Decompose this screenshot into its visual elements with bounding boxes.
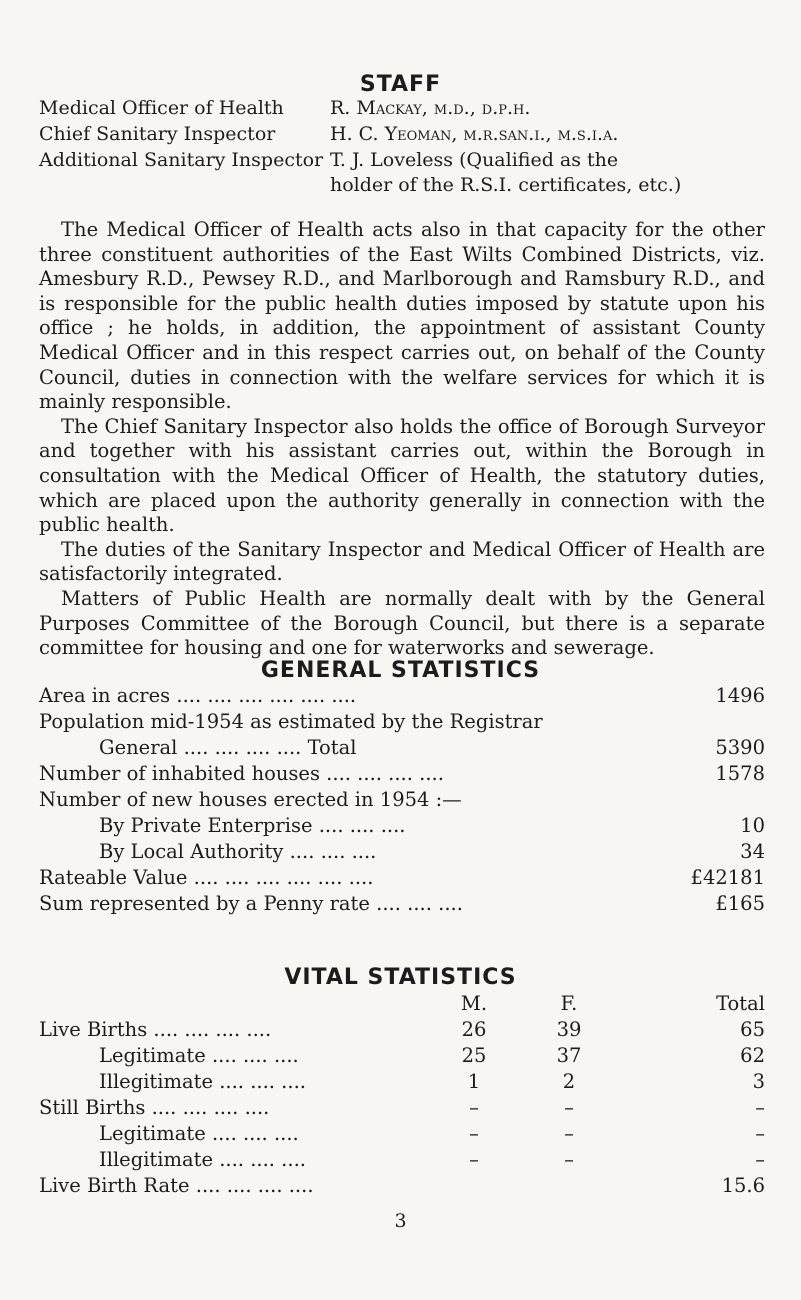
vital-m: – — [469, 1122, 479, 1145]
stat-row-penny — [39, 892, 765, 918]
col-male: M. — [460, 992, 488, 1015]
local-value: 34 — [740, 840, 765, 863]
stat-row-area — [39, 684, 765, 710]
staff-name-csi: H. C. Yeoman, m.r.san.i., m.s.i.a. — [330, 123, 619, 145]
staff-name-asi: T. J. Loveless (Qualified as the — [330, 149, 619, 171]
penny-value: £165 — [715, 892, 765, 915]
vital-total: 15.6 — [721, 1174, 765, 1197]
vital-label: Still Births .... .... .... .... — [39, 1096, 270, 1119]
vital-f: 2 — [562, 1070, 576, 1093]
vital-total: 62 — [740, 1044, 765, 1067]
rateable-label: Rateable Value .... .... .... .... .... .... — [39, 866, 374, 889]
staff-name-asi-cont: holder of the R.S.I. certificates, etc.) — [330, 174, 682, 196]
vital-total: – — [755, 1096, 765, 1119]
stat-row-local — [39, 840, 765, 866]
stat-row-population — [39, 710, 765, 736]
stat-row-new-houses — [39, 788, 765, 814]
vital-m: 25 — [461, 1044, 487, 1067]
vital-f: 37 — [556, 1044, 582, 1067]
vital-label: Legitimate .... .... .... — [99, 1044, 299, 1067]
paragraph-3: The duties of the Sanitary Inspector and Medical Officer of Health are satisfactorily integrated. — [39, 537, 765, 586]
vital-f: – — [564, 1122, 574, 1145]
paragraph-4: Matters of Public Health are normally dealt with by the General Purposes Committee of the Borough Council, but there is a separate committee for housing and one for waterworks and sewerage. — [39, 586, 765, 660]
vital-f: 39 — [556, 1018, 582, 1041]
vital-label: Illegitimate .... .... .... — [99, 1070, 306, 1093]
vital-row — [39, 1044, 765, 1070]
vital-total: – — [755, 1122, 765, 1145]
vital-row — [39, 1122, 765, 1148]
stat-row-private — [39, 814, 765, 840]
population-label-cont: General .... .... .... .... Total — [99, 736, 357, 759]
vital-f: – — [564, 1096, 574, 1119]
vital-statistics-heading: VITAL STATISTICS — [284, 965, 517, 990]
vital-row — [39, 1174, 765, 1200]
vital-total: 65 — [740, 1018, 765, 1041]
new-houses-label: Number of new houses erected in 1954 :— — [39, 788, 462, 811]
penny-label: Sum represented by a Penny rate .... .... .... — [39, 892, 463, 915]
rateable-value: £42181 — [690, 866, 765, 889]
vital-row — [39, 1018, 765, 1044]
vital-m: – — [469, 1096, 479, 1119]
stat-row-population-cont — [39, 736, 765, 762]
vital-total: 3 — [752, 1070, 765, 1093]
vital-m: 26 — [461, 1018, 487, 1041]
inhabited-label: Number of inhabited houses .... .... .... .... — [39, 762, 444, 785]
vital-total: – — [755, 1148, 765, 1171]
col-female: F. — [560, 992, 578, 1015]
staff-role-moh: Medical Officer of Health — [39, 97, 284, 119]
vital-header-row — [39, 992, 765, 1018]
inhabited-value: 1578 — [715, 762, 765, 785]
vital-label: Legitimate .... .... .... — [99, 1122, 299, 1145]
vital-row — [39, 1096, 765, 1122]
population-label: Population mid-1954 as estimated by the Registrar — [39, 710, 543, 733]
paragraph-2: The Chief Sanitary Inspector also holds the office of Borough Surveyor and together with his assistant carries out, within the Borough in consultation with the Medical Officer of Health, the statutory duties, which are placed upon the authority generally in connection with the public health. — [39, 414, 765, 537]
general-statistics-heading: GENERAL STATISTICS — [260, 658, 541, 683]
stat-row-rateable — [39, 866, 765, 892]
staff-role-csi: Chief Sanitary Inspector — [39, 123, 276, 145]
staff-role-asi: Additional Sanitary Inspector — [39, 149, 324, 171]
private-label: By Private Enterprise .... .... .... — [99, 814, 406, 837]
vital-f: – — [564, 1148, 574, 1171]
population-value: 5390 — [715, 736, 765, 759]
staff-name-moh: R. Mackay, m.d., d.p.h. — [330, 97, 531, 119]
staff-heading: STAFF — [359, 72, 442, 97]
body-text — [39, 218, 765, 661]
vital-label: Live Births .... .... .... .... — [39, 1018, 272, 1041]
vital-m: 1 — [467, 1070, 481, 1093]
area-value: 1496 — [715, 684, 765, 707]
private-value: 10 — [740, 814, 765, 837]
vital-label: Live Birth Rate .... .... .... .... — [39, 1174, 314, 1197]
vital-m: – — [469, 1148, 479, 1171]
area-label: Area in acres .... .... .... .... .... .... — [39, 684, 357, 707]
page-number: 3 — [394, 1210, 407, 1232]
vital-row — [39, 1148, 765, 1174]
local-label: By Local Authority .... .... .... — [99, 840, 377, 863]
vital-row — [39, 1070, 765, 1096]
paragraph-1: The Medical Officer of Health acts also in that capacity for the other three constituent authorities of the East Wilts Combined Districts, viz. Amesbury R.D., Pewsey R.D., and Marlborough and Ramsbury R.D., and is responsible for the public health duties imposed by statute upon his office ; he holds, in addition, the appointment of assistant County Medical Officer and in this respect carries out, on behalf of the County Council, duties in connection with the welfare services for which it is mainly responsible. — [39, 218, 765, 414]
stat-row-inhabited — [39, 762, 765, 788]
col-total: Total — [716, 992, 765, 1015]
vital-label: Illegitimate .... .... .... — [99, 1148, 306, 1171]
